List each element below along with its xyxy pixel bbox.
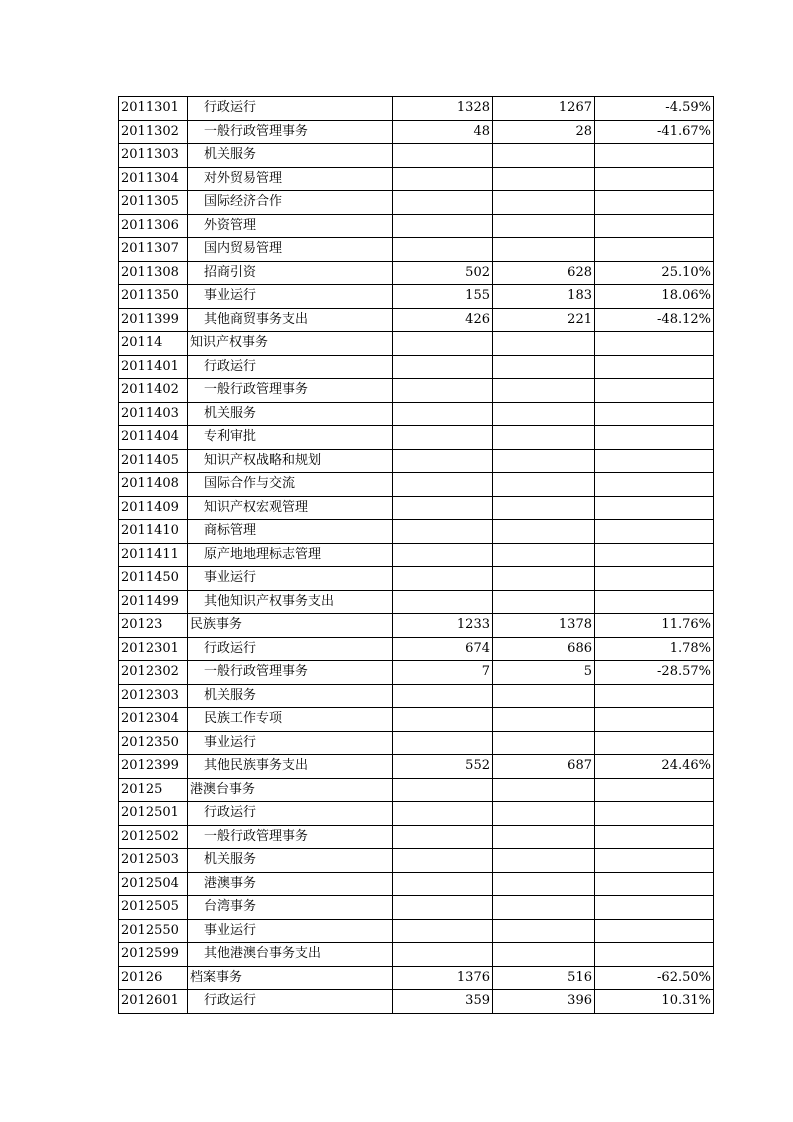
value-2-cell <box>493 872 595 896</box>
change-percent-cell <box>595 238 714 262</box>
table-row <box>119 943 714 967</box>
change-percent-cell <box>595 449 714 473</box>
change-percent-cell <box>595 825 714 849</box>
value-1-cell <box>393 402 493 426</box>
item-name-cell: 招商引资 <box>188 261 393 285</box>
change-percent-cell <box>595 872 714 896</box>
change-percent-cell <box>595 919 714 943</box>
table-row <box>119 285 714 309</box>
code-cell: 2011403 <box>119 402 188 426</box>
table-row <box>119 966 714 990</box>
code-cell: 2011450 <box>119 567 188 591</box>
item-name-cell: 港澳事务 <box>188 872 393 896</box>
value-2-cell: 221 <box>493 308 595 332</box>
code-cell: 2011401 <box>119 355 188 379</box>
item-name-cell: 行政运行 <box>188 802 393 826</box>
change-percent-cell <box>595 379 714 403</box>
table-row <box>119 802 714 826</box>
change-percent-cell <box>595 520 714 544</box>
code-cell: 2011304 <box>119 167 188 191</box>
item-name-cell: 机关服务 <box>188 144 393 168</box>
value-2-cell <box>493 943 595 967</box>
value-1-cell: 48 <box>393 120 493 144</box>
value-1-cell <box>393 355 493 379</box>
item-name-cell: 事业运行 <box>188 567 393 591</box>
value-2-cell <box>493 379 595 403</box>
item-name-cell: 对外贸易管理 <box>188 167 393 191</box>
value-2-cell: 5 <box>493 661 595 685</box>
budget-table <box>118 96 714 1014</box>
change-percent-cell <box>595 778 714 802</box>
table-row <box>119 520 714 544</box>
table-row <box>119 191 714 215</box>
item-name-cell: 机关服务 <box>188 849 393 873</box>
code-cell: 20123 <box>119 614 188 638</box>
item-name-cell: 专利审批 <box>188 426 393 450</box>
code-cell: 2011408 <box>119 473 188 497</box>
change-percent-cell <box>595 402 714 426</box>
change-percent-cell: -41.67% <box>595 120 714 144</box>
change-percent-cell <box>595 849 714 873</box>
value-1-cell <box>393 144 493 168</box>
item-name-cell: 行政运行 <box>188 97 393 121</box>
value-1-cell <box>393 449 493 473</box>
change-percent-cell: -28.57% <box>595 661 714 685</box>
change-percent-cell <box>595 167 714 191</box>
table-row <box>119 332 714 356</box>
budget-table-body <box>119 97 714 1014</box>
value-1-cell <box>393 708 493 732</box>
code-cell: 2011402 <box>119 379 188 403</box>
change-percent-cell <box>595 567 714 591</box>
code-cell: 2012501 <box>119 802 188 826</box>
item-name-cell: 民族事务 <box>188 614 393 638</box>
table-row <box>119 379 714 403</box>
value-2-cell: 1378 <box>493 614 595 638</box>
value-1-cell <box>393 496 493 520</box>
value-2-cell <box>493 144 595 168</box>
item-name-cell: 档案事务 <box>188 966 393 990</box>
code-cell: 2011404 <box>119 426 188 450</box>
value-2-cell <box>493 191 595 215</box>
table-row <box>119 990 714 1014</box>
value-2-cell <box>493 167 595 191</box>
table-row <box>119 543 714 567</box>
value-2-cell <box>493 708 595 732</box>
change-percent-cell <box>595 543 714 567</box>
table-row <box>119 402 714 426</box>
code-cell: 2011308 <box>119 261 188 285</box>
table-row <box>119 872 714 896</box>
value-1-cell <box>393 684 493 708</box>
value-1-cell <box>393 520 493 544</box>
value-2-cell <box>493 731 595 755</box>
value-2-cell <box>493 332 595 356</box>
change-percent-cell: 18.06% <box>595 285 714 309</box>
change-percent-cell <box>595 943 714 967</box>
code-cell: 2012301 <box>119 637 188 661</box>
item-name-cell: 知识产权战略和规划 <box>188 449 393 473</box>
value-2-cell <box>493 214 595 238</box>
value-1-cell: 1376 <box>393 966 493 990</box>
code-cell: 2012502 <box>119 825 188 849</box>
table-row <box>119 426 714 450</box>
item-name-cell: 一般行政管理事务 <box>188 379 393 403</box>
value-2-cell <box>493 473 595 497</box>
value-2-cell <box>493 567 595 591</box>
change-percent-cell <box>595 896 714 920</box>
value-1-cell <box>393 802 493 826</box>
item-name-cell: 国际合作与交流 <box>188 473 393 497</box>
code-cell: 20126 <box>119 966 188 990</box>
code-cell: 2012550 <box>119 919 188 943</box>
value-2-cell <box>493 849 595 873</box>
table-row <box>119 308 714 332</box>
value-2-cell <box>493 238 595 262</box>
table-row <box>119 167 714 191</box>
value-1-cell <box>393 849 493 873</box>
change-percent-cell <box>595 802 714 826</box>
change-percent-cell <box>595 426 714 450</box>
value-1-cell <box>393 919 493 943</box>
table-row <box>119 590 714 614</box>
table-row <box>119 661 714 685</box>
value-1-cell: 674 <box>393 637 493 661</box>
value-2-cell: 1267 <box>493 97 595 121</box>
code-cell: 20125 <box>119 778 188 802</box>
item-name-cell: 行政运行 <box>188 990 393 1014</box>
code-cell: 2012505 <box>119 896 188 920</box>
value-1-cell <box>393 191 493 215</box>
value-1-cell <box>393 778 493 802</box>
value-1-cell <box>393 543 493 567</box>
table-row <box>119 708 714 732</box>
code-cell: 2012350 <box>119 731 188 755</box>
code-cell: 2011350 <box>119 285 188 309</box>
value-1-cell: 1233 <box>393 614 493 638</box>
value-2-cell <box>493 543 595 567</box>
item-name-cell: 事业运行 <box>188 731 393 755</box>
change-percent-cell: 25.10% <box>595 261 714 285</box>
table-row <box>119 896 714 920</box>
code-cell: 2011405 <box>119 449 188 473</box>
value-2-cell <box>493 402 595 426</box>
item-name-cell: 行政运行 <box>188 637 393 661</box>
value-2-cell <box>493 778 595 802</box>
value-2-cell <box>493 919 595 943</box>
table-row <box>119 567 714 591</box>
item-name-cell: 事业运行 <box>188 285 393 309</box>
value-1-cell <box>393 473 493 497</box>
value-2-cell <box>493 825 595 849</box>
value-2-cell <box>493 520 595 544</box>
code-cell: 2011301 <box>119 97 188 121</box>
item-name-cell: 知识产权事务 <box>188 332 393 356</box>
item-name-cell: 事业运行 <box>188 919 393 943</box>
table-row <box>119 778 714 802</box>
code-cell: 2011302 <box>119 120 188 144</box>
table-row <box>119 473 714 497</box>
table-row <box>119 496 714 520</box>
change-percent-cell: 11.76% <box>595 614 714 638</box>
value-1-cell: 502 <box>393 261 493 285</box>
code-cell: 2011499 <box>119 590 188 614</box>
value-1-cell <box>393 214 493 238</box>
code-cell: 2012599 <box>119 943 188 967</box>
item-name-cell: 机关服务 <box>188 402 393 426</box>
item-name-cell: 行政运行 <box>188 355 393 379</box>
change-percent-cell: 1.78% <box>595 637 714 661</box>
table-row <box>119 238 714 262</box>
item-name-cell: 国内贸易管理 <box>188 238 393 262</box>
value-1-cell <box>393 332 493 356</box>
value-2-cell <box>493 590 595 614</box>
code-cell: 2011303 <box>119 144 188 168</box>
change-percent-cell <box>595 332 714 356</box>
value-1-cell <box>393 731 493 755</box>
item-name-cell: 民族工作专项 <box>188 708 393 732</box>
change-percent-cell: -4.59% <box>595 97 714 121</box>
table-row <box>119 120 714 144</box>
value-1-cell: 552 <box>393 755 493 779</box>
value-2-cell <box>493 496 595 520</box>
value-2-cell <box>493 684 595 708</box>
code-cell: 2012503 <box>119 849 188 873</box>
item-name-cell: 外资管理 <box>188 214 393 238</box>
table-row <box>119 261 714 285</box>
value-1-cell <box>393 379 493 403</box>
value-1-cell: 7 <box>393 661 493 685</box>
value-1-cell <box>393 238 493 262</box>
table-row <box>119 355 714 379</box>
value-1-cell <box>393 943 493 967</box>
table-row <box>119 919 714 943</box>
item-name-cell: 台湾事务 <box>188 896 393 920</box>
code-cell: 2011307 <box>119 238 188 262</box>
code-cell: 2011411 <box>119 543 188 567</box>
code-cell: 2011305 <box>119 191 188 215</box>
value-1-cell <box>393 872 493 896</box>
change-percent-cell <box>595 590 714 614</box>
value-1-cell <box>393 825 493 849</box>
item-name-cell: 一般行政管理事务 <box>188 661 393 685</box>
value-2-cell <box>493 355 595 379</box>
value-1-cell: 359 <box>393 990 493 1014</box>
code-cell: 2012304 <box>119 708 188 732</box>
table-row <box>119 614 714 638</box>
value-1-cell: 426 <box>393 308 493 332</box>
change-percent-cell: 24.46% <box>595 755 714 779</box>
change-percent-cell: -62.50% <box>595 966 714 990</box>
item-name-cell: 原产地地理标志管理 <box>188 543 393 567</box>
code-cell: 2011399 <box>119 308 188 332</box>
code-cell: 2011410 <box>119 520 188 544</box>
value-2-cell <box>493 449 595 473</box>
value-2-cell: 396 <box>493 990 595 1014</box>
change-percent-cell <box>595 496 714 520</box>
change-percent-cell <box>595 731 714 755</box>
value-1-cell <box>393 896 493 920</box>
change-percent-cell <box>595 684 714 708</box>
value-2-cell: 687 <box>493 755 595 779</box>
code-cell: 2011409 <box>119 496 188 520</box>
code-cell: 2011306 <box>119 214 188 238</box>
value-2-cell <box>493 896 595 920</box>
table-row <box>119 97 714 121</box>
change-percent-cell: 10.31% <box>595 990 714 1014</box>
table-row <box>119 825 714 849</box>
change-percent-cell: -48.12% <box>595 308 714 332</box>
change-percent-cell <box>595 355 714 379</box>
table-row <box>119 214 714 238</box>
table-row <box>119 637 714 661</box>
item-name-cell: 港澳台事务 <box>188 778 393 802</box>
value-1-cell <box>393 590 493 614</box>
value-2-cell: 686 <box>493 637 595 661</box>
value-1-cell <box>393 567 493 591</box>
value-2-cell: 628 <box>493 261 595 285</box>
code-cell: 2012303 <box>119 684 188 708</box>
table-row <box>119 731 714 755</box>
value-2-cell <box>493 426 595 450</box>
value-1-cell: 155 <box>393 285 493 309</box>
item-name-cell: 一般行政管理事务 <box>188 825 393 849</box>
item-name-cell: 一般行政管理事务 <box>188 120 393 144</box>
table-row <box>119 684 714 708</box>
code-cell: 20114 <box>119 332 188 356</box>
value-2-cell: 516 <box>493 966 595 990</box>
item-name-cell: 其他民族事务支出 <box>188 755 393 779</box>
change-percent-cell <box>595 144 714 168</box>
change-percent-cell <box>595 191 714 215</box>
value-1-cell <box>393 167 493 191</box>
item-name-cell: 商标管理 <box>188 520 393 544</box>
change-percent-cell <box>595 214 714 238</box>
table-row <box>119 755 714 779</box>
item-name-cell: 知识产权宏观管理 <box>188 496 393 520</box>
change-percent-cell <box>595 473 714 497</box>
item-name-cell: 机关服务 <box>188 684 393 708</box>
code-cell: 2012601 <box>119 990 188 1014</box>
value-1-cell <box>393 426 493 450</box>
code-cell: 2012504 <box>119 872 188 896</box>
code-cell: 2012399 <box>119 755 188 779</box>
table-row <box>119 849 714 873</box>
change-percent-cell <box>595 708 714 732</box>
item-name-cell: 其他商贸事务支出 <box>188 308 393 332</box>
table-row <box>119 144 714 168</box>
item-name-cell: 其他港澳台事务支出 <box>188 943 393 967</box>
item-name-cell: 国际经济合作 <box>188 191 393 215</box>
item-name-cell: 其他知识产权事务支出 <box>188 590 393 614</box>
value-2-cell: 28 <box>493 120 595 144</box>
value-2-cell: 183 <box>493 285 595 309</box>
code-cell: 2012302 <box>119 661 188 685</box>
table-row <box>119 449 714 473</box>
value-2-cell <box>493 802 595 826</box>
value-1-cell: 1328 <box>393 97 493 121</box>
